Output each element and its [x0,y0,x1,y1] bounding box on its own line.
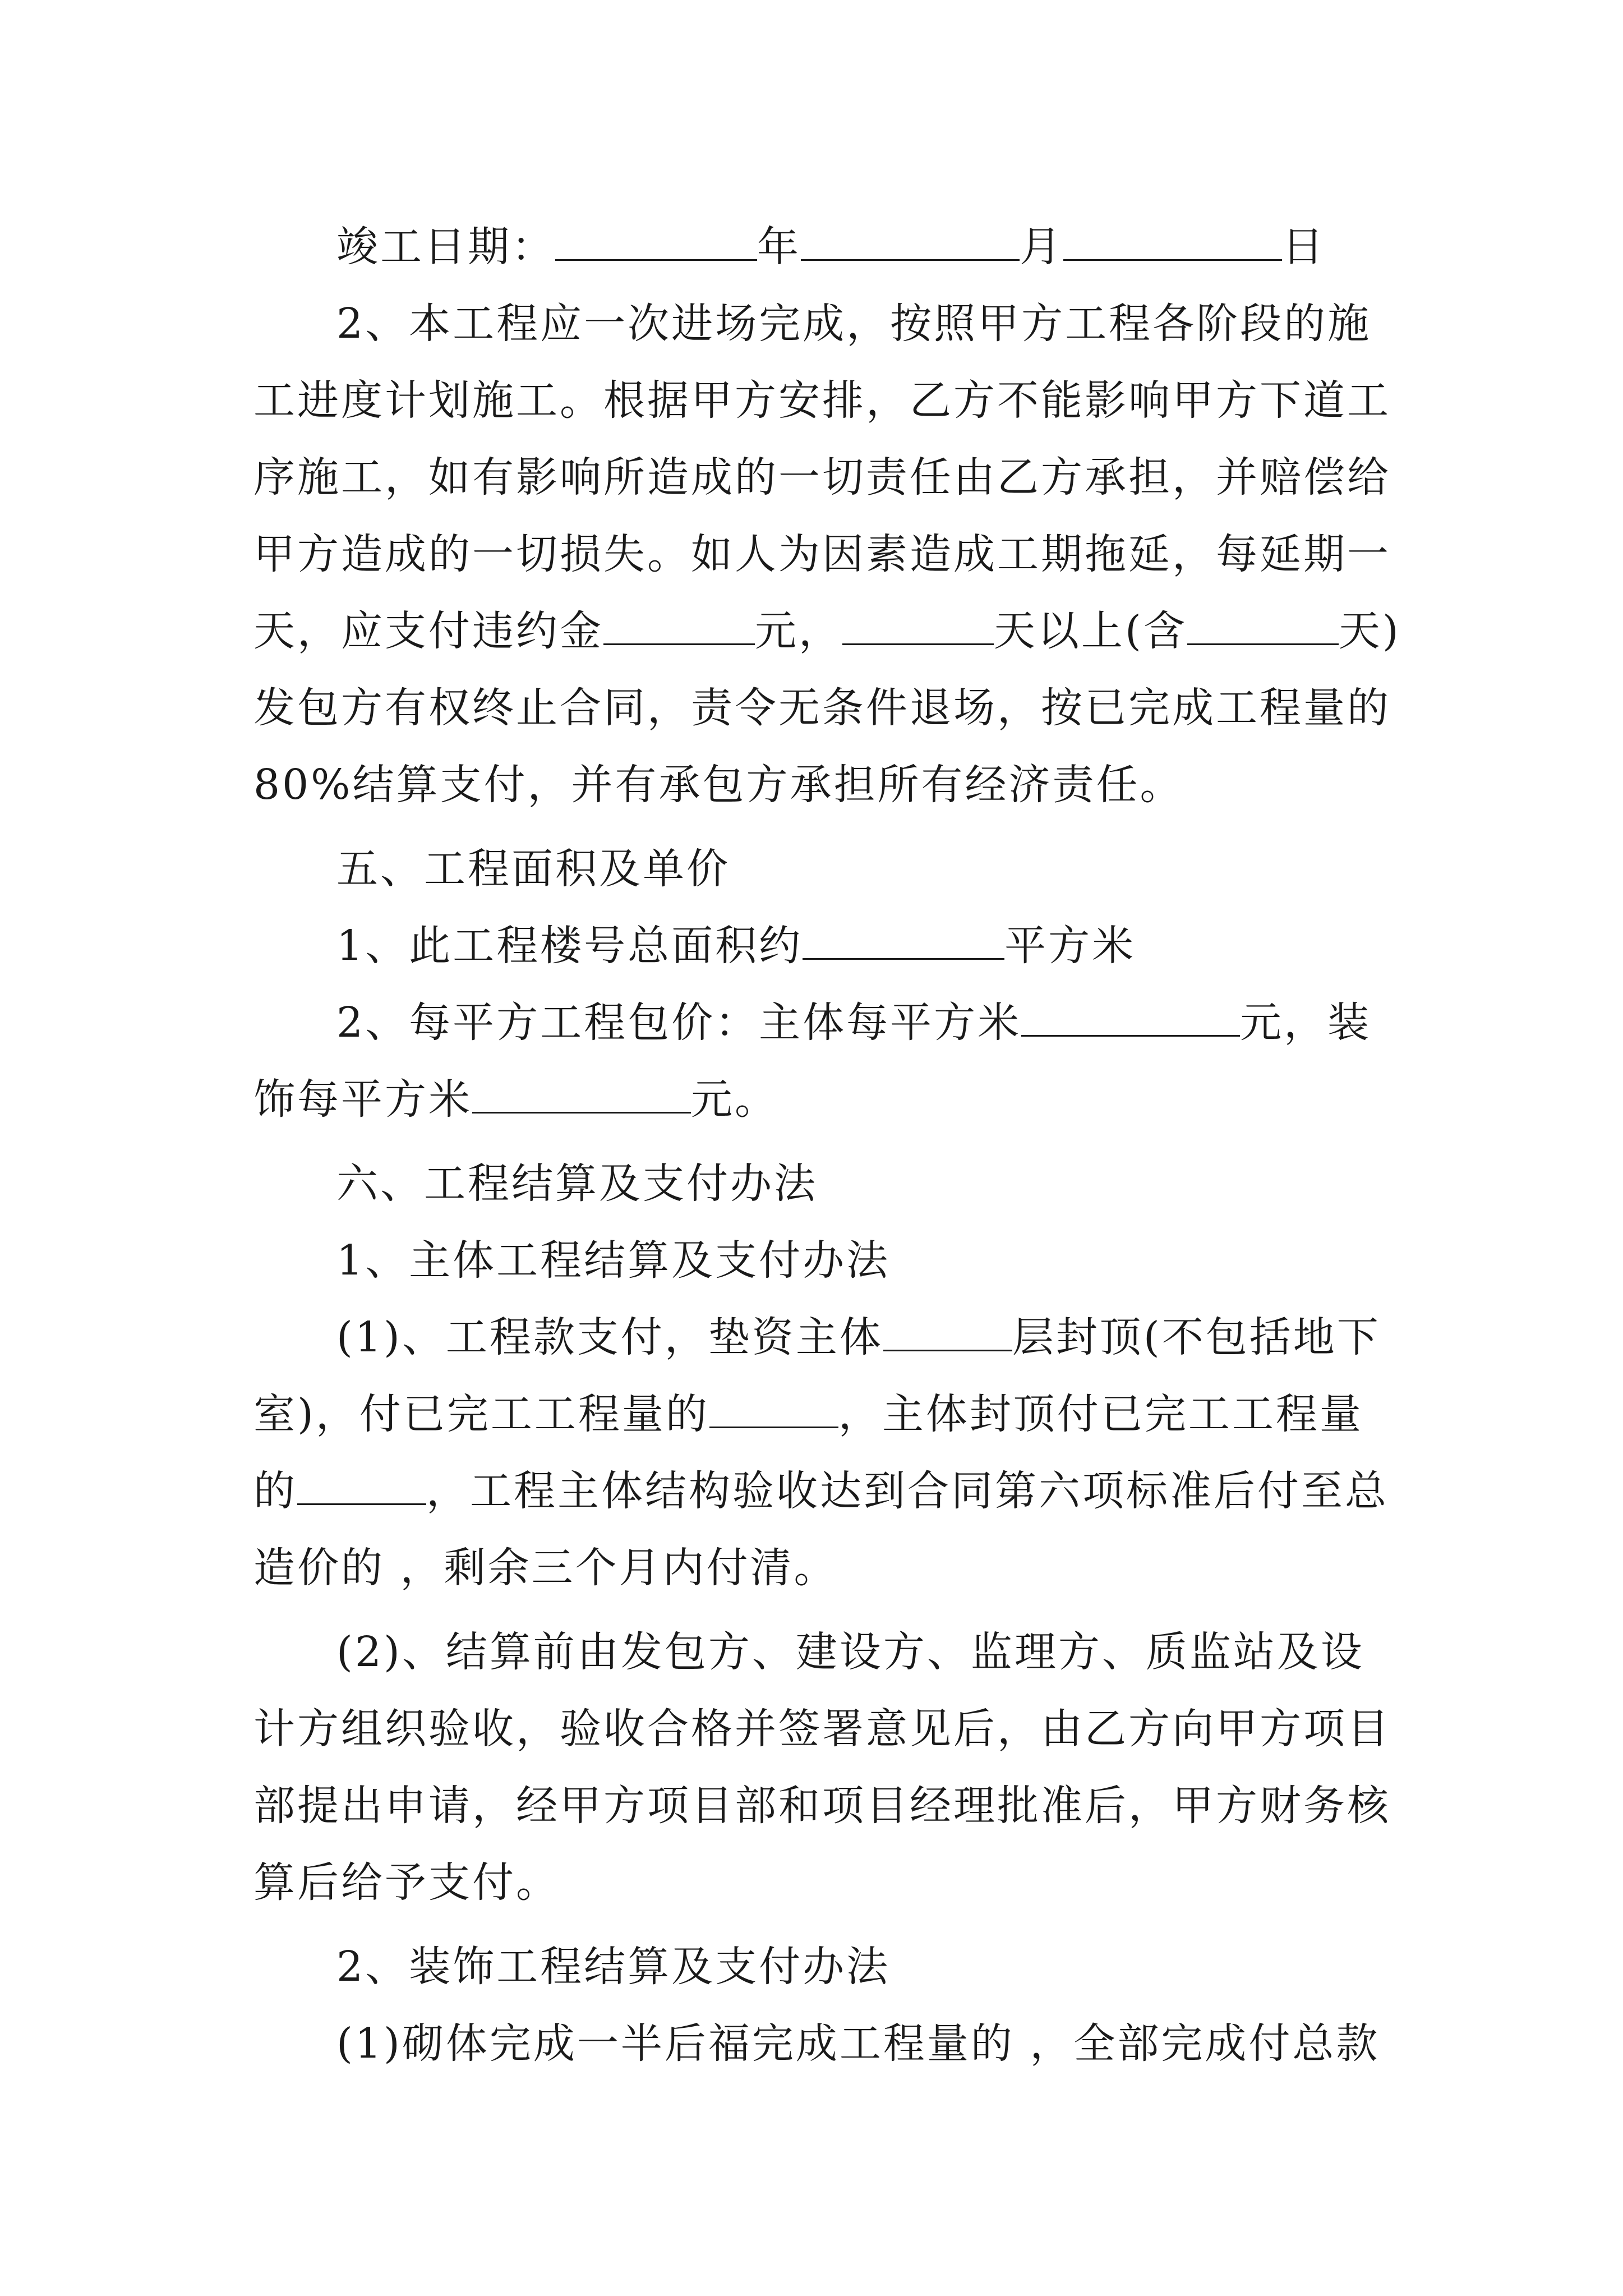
payment-line [253,1453,1398,1530]
penalty-yuan-label: 元， [755,607,842,655]
paragraph-line: 甲方造成的一切损失。如人为因素造成工期拖延，每延期一 [253,530,1391,578]
payment-label: (1)、工程款支付，垫资主体 [336,1313,883,1361]
unit-price-line [253,984,1398,1061]
day-label: 日 [1282,223,1326,271]
year-label: 年 [757,223,801,271]
month-blank [801,229,1020,261]
paragraph-line: (1)砌体完成一半后福完成工程量的 ，全部完成付总款 [336,2019,1380,2068]
paragraph-line: 工进度计划施工。根据甲方安排，乙方不能影响甲方下道工 [253,376,1391,425]
penalty-label: 天，应支付违约金 [253,607,603,655]
ratio-blank [709,1396,838,1428]
paragraph-line: (2)、结算前由发包方、建设方、监理方、质监站及设 [336,1628,1364,1676]
payment-line [253,1299,1398,1376]
paragraph-line: 计方组织验收，验收合格并签署意见后，由乙方向甲方项目 [253,1705,1391,1753]
penalty-amount-blank [603,613,755,645]
penalty-line [253,593,1401,670]
decoration-price-blank [472,1082,691,1114]
payment-topping-label: ，主体封顶付已完工工程量 [838,1390,1363,1438]
payment-ratio-label: 室)，付已完工工程量的 [253,1390,709,1438]
year-blank [555,229,757,261]
main-price-unit: 元，装 [1240,999,1372,1047]
payment-acceptance-label: ，工程主体结构验收达到合同第六项标准后付至总 [426,1467,1389,1515]
topping-ratio-blank [297,1473,426,1505]
completion-date-label: 竣工日期： [336,223,555,271]
days-blank [842,613,994,645]
main-price-blank [1021,1005,1240,1037]
decoration-price-label: 饰每平方米 [253,1075,472,1124]
floors-blank [883,1319,1012,1351]
days-incl-blank [1187,613,1339,645]
payment-line [253,1376,1398,1453]
decoration-price-unit: 元。 [691,1075,778,1124]
payment-of-label: 的 [253,1467,297,1515]
section-heading: 六、工程结算及支付办法 [336,1159,818,1208]
days-close-label: 天) [1338,607,1401,655]
decoration-price-line [253,1061,1398,1138]
area-blank [803,928,1004,960]
document-page [253,209,1401,2082]
paragraph-line: 序施工，如有影响所造成的一切责任由乙方承担，并赔偿给 [253,453,1391,501]
paragraph-line: 发包方有权终止合同，责令无条件退场，按已完成工程量的 [253,684,1391,732]
paragraph-line: 算后给予支付。 [253,1858,560,1907]
unit-price-label: 2、每平方工程包价：主体每平方米 [336,999,1022,1047]
paragraph-line: 2、本工程应一次进场完成，按照甲方工程各阶段的施 [336,300,1372,348]
area-unit: 平方米 [1004,922,1136,970]
paragraph-line: 80%结算支付，并有承包方承担所有经济责任。 [253,761,1184,809]
floors-label: 层封顶(不包括地下 [1012,1313,1381,1361]
section-heading: 五、工程面积及单价 [336,845,730,893]
completion-date-line [253,209,1398,286]
day-blank [1063,229,1282,261]
days-above-label: 天以上(含 [994,607,1187,655]
paragraph-line: 造价的 ，剩余三个月内付清。 [253,1544,838,1592]
subsection-heading: 1、主体工程结算及支付办法 [336,1236,891,1285]
area-label: 1、此工程楼号总面积约 [336,922,803,970]
paragraph-line: 部提出申请，经甲方项目部和项目经理批准后，甲方财务核 [253,1782,1391,1830]
month-label: 月 [1020,223,1063,271]
area-line [253,908,1398,984]
subsection-heading: 2、装饰工程结算及支付办法 [336,1943,891,1991]
